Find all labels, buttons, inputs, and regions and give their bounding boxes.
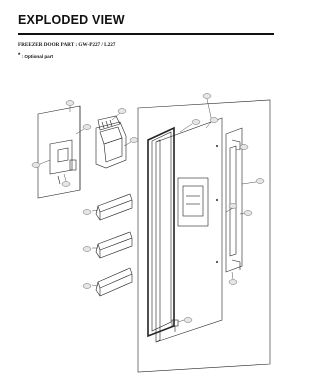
dispenser-assembly-frame	[38, 106, 80, 198]
callout-balloon	[83, 210, 91, 215]
callout-balloon	[130, 138, 138, 143]
callout-balloon	[62, 182, 70, 187]
callout-balloon	[210, 118, 218, 123]
callout-balloon	[244, 211, 252, 216]
callout-balloon	[184, 318, 192, 323]
callout-balloon	[83, 247, 91, 252]
door-bin-1	[96, 194, 132, 220]
callout-balloon	[229, 204, 237, 209]
callout-balloon	[192, 120, 200, 125]
optional-note-text: : Optional part	[21, 54, 54, 59]
ice-bucket	[96, 116, 126, 168]
optional-star-symbol: *	[18, 53, 21, 59]
door-bin-3	[96, 268, 132, 296]
callout-balloon	[83, 284, 91, 289]
door-bin-2	[96, 232, 132, 258]
callout-balloon	[256, 179, 264, 184]
page-title: EXPLODED VIEW	[18, 13, 125, 27]
callout-balloon	[203, 94, 211, 99]
subtitle-model: FREEZER DOOR PART : GW-P227 / L227	[18, 42, 116, 48]
callout-balloon	[83, 125, 91, 130]
door-gasket	[148, 128, 174, 336]
callout-balloon	[66, 101, 74, 106]
callout-balloon	[32, 163, 40, 168]
callout-balloon	[229, 280, 237, 285]
lower-hinge	[172, 320, 178, 332]
door-panel	[156, 118, 222, 342]
door-handle	[226, 128, 242, 272]
callout-balloon	[118, 109, 126, 114]
callout-balloon	[240, 145, 248, 150]
